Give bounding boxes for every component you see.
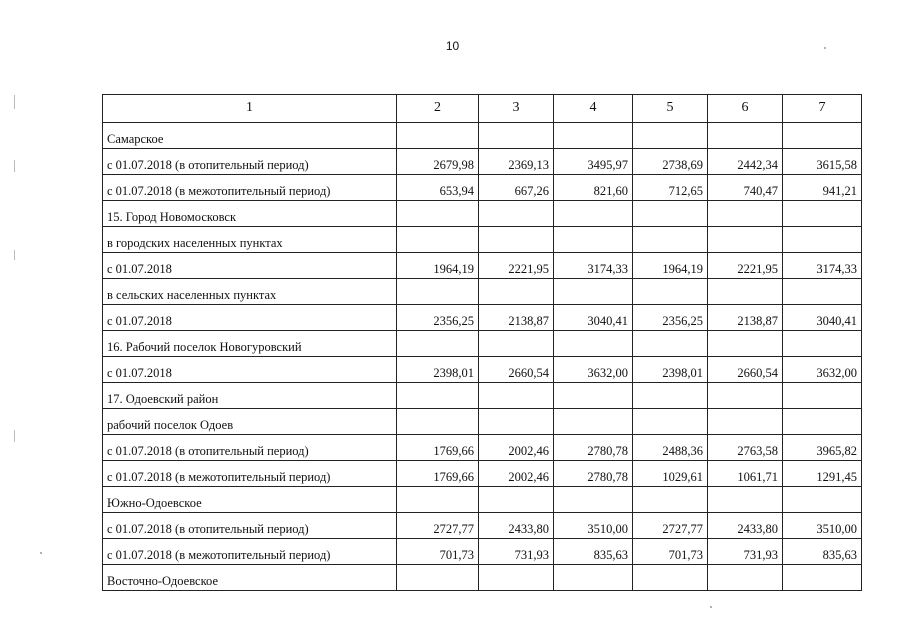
tariff-value-cell [397,409,479,435]
tariff-value-cell: 3174,33 [554,253,633,279]
row-label: Самарское [103,123,397,149]
scan-artifact [40,552,42,554]
scan-artifact [14,250,15,260]
tariff-value-cell: 2660,54 [708,357,783,383]
tariff-value-cell [633,487,708,513]
page-number: 10 [445,39,460,53]
tariff-value-cell [783,383,862,409]
tariff-value-cell [397,123,479,149]
tariff-value-cell: 2763,58 [708,435,783,461]
tariff-value-cell [708,201,783,227]
tariff-value-cell: 2780,78 [554,435,633,461]
tariff-value-cell: 3174,33 [783,253,862,279]
tariff-value-cell [633,565,708,591]
tariff-value-cell: 2002,46 [479,435,554,461]
table-row [103,305,862,331]
tariff-value-cell [708,227,783,253]
table-row [103,409,862,435]
table-row [103,513,862,539]
tariff-value-cell: 3040,41 [554,305,633,331]
tariff-value-cell [554,201,633,227]
tariff-value-cell [633,201,708,227]
tariff-value-cell [708,383,783,409]
tariff-value-cell: 1291,45 [783,461,862,487]
table-row [103,201,862,227]
tariff-value-cell: 2433,80 [708,513,783,539]
table-row [103,175,862,201]
tariff-value-cell [554,565,633,591]
table-row [103,487,862,513]
tariff-value-cell [397,383,479,409]
tariff-value-cell: 701,73 [397,539,479,565]
table-row [103,279,862,305]
column-header: 7 [783,95,862,123]
tariff-value-cell: 2369,13 [479,149,554,175]
tariff-value-cell [783,331,862,357]
tariff-value-cell [633,279,708,305]
tariff-value-cell: 2660,54 [479,357,554,383]
tariff-value-cell [479,201,554,227]
tariff-table [102,94,862,591]
tariff-value-cell [783,123,862,149]
tariff-value-cell: 2727,77 [633,513,708,539]
tariff-value-cell [397,279,479,305]
tariff-value-cell [783,201,862,227]
tariff-value-cell [479,565,554,591]
tariff-value-cell: 653,94 [397,175,479,201]
tariff-value-cell: 2138,87 [479,305,554,331]
tariff-value-cell: 701,73 [633,539,708,565]
tariff-value-cell: 3632,00 [554,357,633,383]
tariff-value-cell [633,331,708,357]
tariff-value-cell [633,383,708,409]
tariff-value-cell: 667,26 [479,175,554,201]
row-label: в городских населенных пунктах [103,227,397,253]
tariff-value-cell: 2398,01 [397,357,479,383]
scan-artifact [710,606,712,608]
tariff-value-cell: 3510,00 [783,513,862,539]
tariff-value-cell: 2002,46 [479,461,554,487]
column-header: 3 [479,95,554,123]
tariff-value-cell: 731,93 [708,539,783,565]
table-row [103,435,862,461]
tariff-value-cell: 3965,82 [783,435,862,461]
tariff-value-cell [554,487,633,513]
tariff-value-cell [708,487,783,513]
row-label: с 01.07.2018 (в отопительный период) [103,435,397,461]
tariff-value-cell [708,565,783,591]
tariff-value-cell: 2488,36 [633,435,708,461]
tariff-value-cell [479,487,554,513]
tariff-value-cell: 2738,69 [633,149,708,175]
tariff-value-cell [554,279,633,305]
row-label: с 01.07.2018 [103,253,397,279]
row-label: 16. Рабочий поселок Новогуровский [103,331,397,357]
table-row [103,331,862,357]
column-header: 2 [397,95,479,123]
tariff-value-cell [783,487,862,513]
tariff-value-cell: 1964,19 [397,253,479,279]
tariff-value-cell [479,227,554,253]
tariff-value-cell [783,565,862,591]
row-label: 17. Одоевский район [103,383,397,409]
tariff-value-cell [633,123,708,149]
tariff-value-cell [397,201,479,227]
tariff-value-cell: 2221,95 [479,253,554,279]
row-label: с 01.07.2018 [103,305,397,331]
tariff-value-cell: 2398,01 [633,357,708,383]
table-header-row [103,95,862,123]
tariff-value-cell: 3615,58 [783,149,862,175]
tariff-value-cell [554,383,633,409]
tariff-value-cell [783,409,862,435]
tariff-value-cell: 2356,25 [397,305,479,331]
table-row [103,461,862,487]
row-label: Восточно-Одоевское [103,565,397,591]
tariff-value-cell: 1769,66 [397,435,479,461]
tariff-value-cell: 821,60 [554,175,633,201]
tariff-value-cell [554,409,633,435]
tariff-value-cell: 3495,97 [554,149,633,175]
tariff-value-cell [397,227,479,253]
tariff-value-cell: 712,65 [633,175,708,201]
tariff-value-cell: 835,63 [554,539,633,565]
tariff-value-cell: 2356,25 [633,305,708,331]
table-row [103,539,862,565]
tariff-value-cell [479,279,554,305]
tariff-value-cell [397,565,479,591]
tariff-value-cell [554,331,633,357]
row-label: с 01.07.2018 (в отопительный период) [103,149,397,175]
tariff-value-cell [708,331,783,357]
scan-artifact [824,47,826,49]
tariff-value-cell: 1769,66 [397,461,479,487]
table-row [103,123,862,149]
table-row [103,565,862,591]
tariff-value-cell: 2138,87 [708,305,783,331]
tariff-value-cell [783,279,862,305]
scan-artifact [14,95,15,109]
tariff-value-cell: 2442,34 [708,149,783,175]
row-label: с 01.07.2018 (в отопительный период) [103,513,397,539]
table-row [103,383,862,409]
tariff-value-cell: 941,21 [783,175,862,201]
tariff-value-cell [633,227,708,253]
tariff-value-cell [783,227,862,253]
row-label: Южно-Одоевское [103,487,397,513]
tariff-value-cell: 2780,78 [554,461,633,487]
tariff-value-cell: 3632,00 [783,357,862,383]
row-label: 15. Город Новомосковск [103,201,397,227]
tariff-value-cell: 2727,77 [397,513,479,539]
tariff-value-cell: 2679,98 [397,149,479,175]
table-row [103,357,862,383]
scan-artifact [14,430,15,442]
tariff-value-cell [397,331,479,357]
tariff-value-cell [708,123,783,149]
tariff-value-cell [554,123,633,149]
column-header: 4 [554,95,633,123]
tariff-value-cell: 2221,95 [708,253,783,279]
tariff-value-cell: 1964,19 [633,253,708,279]
row-label: с 01.07.2018 (в межотопительный период) [103,175,397,201]
tariff-value-cell [479,409,554,435]
column-header: 1 [103,95,397,123]
table-row [103,227,862,253]
tariff-value-cell: 3040,41 [783,305,862,331]
row-label: с 01.07.2018 [103,357,397,383]
tariff-value-cell: 1061,71 [708,461,783,487]
tariff-value-cell [554,227,633,253]
column-header: 6 [708,95,783,123]
row-label: с 01.07.2018 (в межотопительный период) [103,539,397,565]
tariff-value-cell: 2433,80 [479,513,554,539]
tariff-value-cell [708,279,783,305]
tariff-value-cell [397,487,479,513]
tariff-value-cell [633,409,708,435]
tariff-value-cell: 731,93 [479,539,554,565]
tariff-value-cell [479,383,554,409]
table-row [103,149,862,175]
tariff-value-cell [479,331,554,357]
row-label: рабочий поселок Одоев [103,409,397,435]
column-header: 5 [633,95,708,123]
row-label: в сельских населенных пунктах [103,279,397,305]
scan-artifact [14,160,15,172]
row-label: с 01.07.2018 (в межотопительный период) [103,461,397,487]
tariff-value-cell: 1029,61 [633,461,708,487]
tariff-value-cell: 3510,00 [554,513,633,539]
tariff-value-cell [708,409,783,435]
tariff-value-cell: 740,47 [708,175,783,201]
tariff-value-cell: 835,63 [783,539,862,565]
tariff-table-body [103,95,862,591]
table-row [103,253,862,279]
tariff-value-cell [479,123,554,149]
